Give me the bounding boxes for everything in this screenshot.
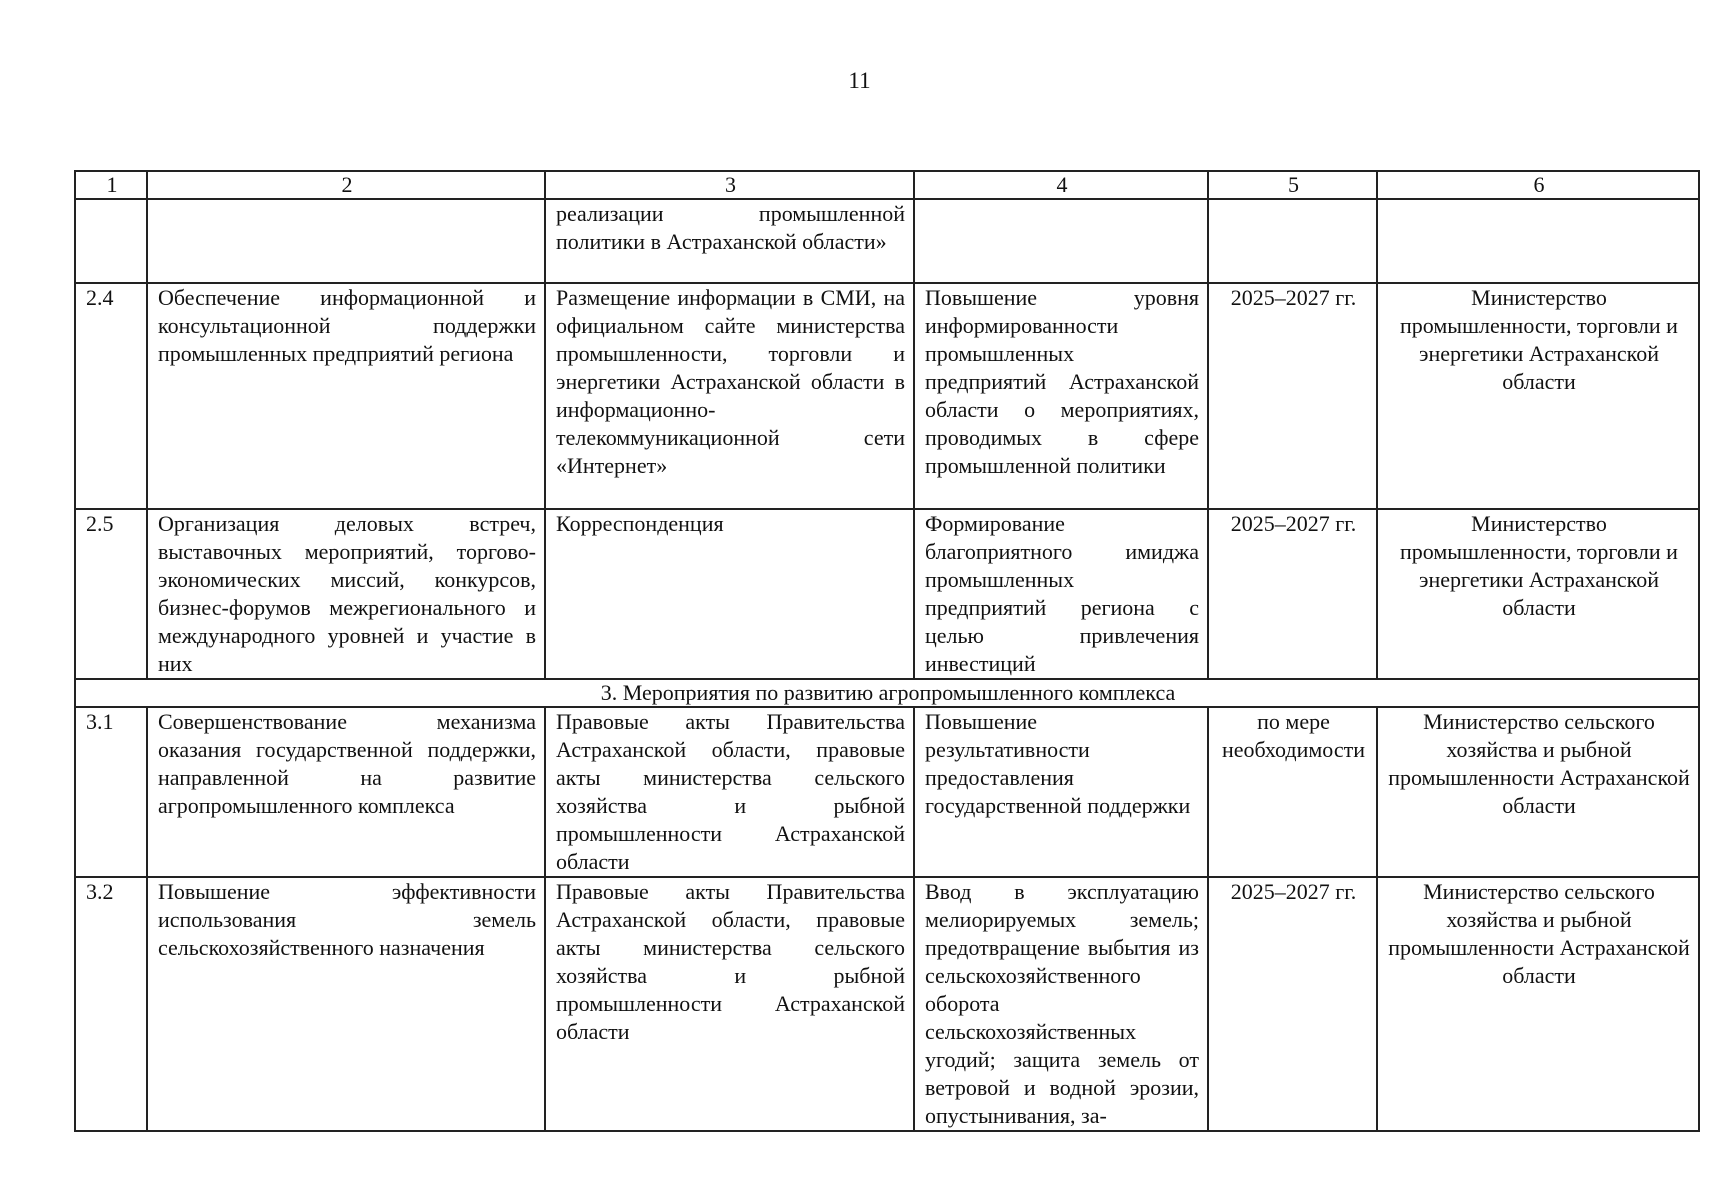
section-title: 3. Мероприятия по развитию агропромышленного комплекса bbox=[75, 679, 1699, 707]
form-cell: Корреспонденция bbox=[545, 509, 914, 679]
result-cell: Повышение уровня информированности промышленных предприятий Астраханской области о мероприятиях, проводимых в сфере промышленной политики bbox=[914, 283, 1208, 509]
column-header-1: 1 bbox=[75, 171, 147, 199]
table-row bbox=[75, 877, 1699, 1131]
row-number: 3.1 bbox=[75, 707, 147, 877]
row-number: 2.4 bbox=[75, 283, 147, 509]
row-number: 2.5 bbox=[75, 509, 147, 679]
action-cell: Совершенствование механизма оказания государственной поддержки, направленной на развитие агропромышленного комплекса bbox=[147, 707, 545, 877]
action-cell: Повышение эффективности использования земель сельскохозяйственного назначения bbox=[147, 877, 545, 1131]
action-cell: Обеспечение информационной и консультационной поддержки промышленных предприятий региона bbox=[147, 283, 545, 509]
column-header-3: 3 bbox=[545, 171, 914, 199]
period-cell bbox=[1208, 199, 1377, 283]
executor-cell: Министерство сельского хозяйства и рыбной промышленности Астраханской области bbox=[1377, 707, 1699, 877]
table-row bbox=[75, 509, 1699, 679]
table-row bbox=[75, 283, 1699, 509]
page-number: 11 bbox=[848, 68, 871, 93]
row-number: 3.2 bbox=[75, 877, 147, 1131]
executor-cell bbox=[1377, 199, 1699, 283]
form-cell: Правовые акты Правительства Астраханской области, правовые акты министерства сельского хозяйства и рыбной промышленности Астраханской области bbox=[545, 877, 914, 1131]
column-header-4: 4 bbox=[914, 171, 1208, 199]
result-cell: Повышение результативности предоставления государственной поддержки bbox=[914, 707, 1208, 877]
result-cell bbox=[914, 199, 1208, 283]
column-number-row bbox=[75, 171, 1699, 199]
action-cell: Организация деловых встреч, выставочных мероприятий, торгово-экономических миссий, конкурсов, бизнес-форумов межрегионального и международного уровней и участие в них bbox=[147, 509, 545, 679]
action-cell bbox=[147, 199, 545, 283]
period-cell: 2025–2027 гг. bbox=[1208, 877, 1377, 1131]
result-cell: Ввод в эксплуатацию мелиорируемых земель; предотвращение выбытия из сельскохозяйственного оборота сельскохозяйственных угодий; защита земель от ветровой и водной эрозии, опустынивания, за- bbox=[914, 877, 1208, 1131]
executor-cell: Министерство сельского хозяйства и рыбной промышленности Астраханской области bbox=[1377, 877, 1699, 1131]
column-header-5: 5 bbox=[1208, 171, 1377, 199]
table-row bbox=[75, 199, 1699, 283]
column-header-6: 6 bbox=[1377, 171, 1699, 199]
action-plan-table bbox=[74, 170, 1700, 1132]
period-cell: 2025–2027 гг. bbox=[1208, 283, 1377, 509]
executor-cell: Министерство промышленности, торговли и энергетики Астраханской области bbox=[1377, 283, 1699, 509]
result-cell: Формирование благоприятного имиджа промышленных предприятий региона с целью привлечения инвестиций bbox=[914, 509, 1208, 679]
period-cell: 2025–2027 гг. bbox=[1208, 509, 1377, 679]
row-number bbox=[75, 199, 147, 283]
table-row bbox=[75, 707, 1699, 877]
period-cell: по мере необходимости bbox=[1208, 707, 1377, 877]
form-cell: Размещение информации в СМИ, на официальном сайте министерства промышленности, торговли и энергетики Астраханской области в информационно-телекоммуникационной сети «Интернет» bbox=[545, 283, 914, 509]
executor-cell: Министерство промышленности, торговли и энергетики Астраханской области bbox=[1377, 509, 1699, 679]
column-header-2: 2 bbox=[147, 171, 545, 199]
form-cell: Правовые акты Правительства Астраханской области, правовые акты министерства сельского хозяйства и рыбной промышленности Астраханской области bbox=[545, 707, 914, 877]
section-header-row bbox=[75, 679, 1699, 707]
form-cell: реализации промышленной политики в Астраханской области» bbox=[545, 199, 914, 283]
